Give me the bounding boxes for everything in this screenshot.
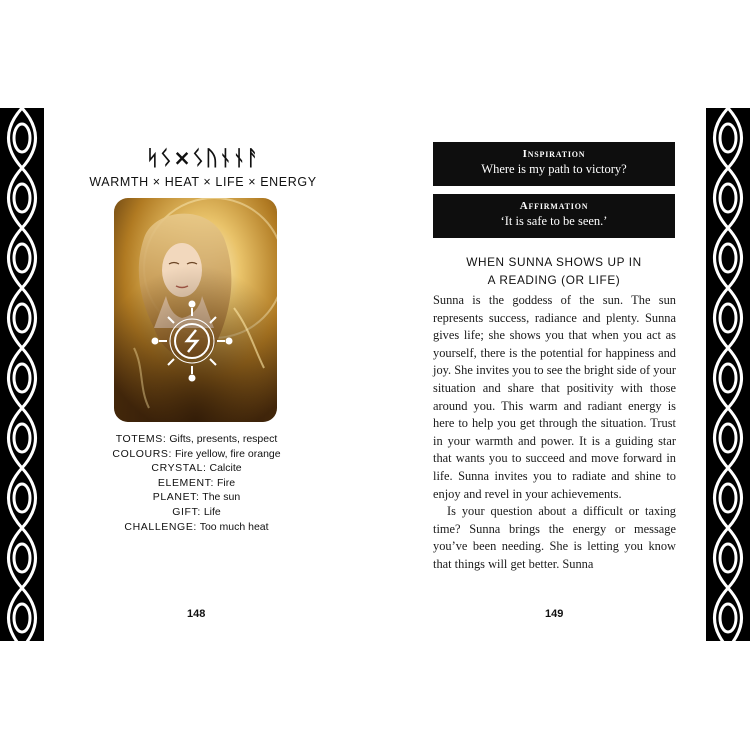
section-heading: WHEN SUNNA SHOWS UP IN A READING (OR LIFE) bbox=[466, 255, 642, 287]
attr-row-crystal: CRYSTAL: Calcite bbox=[151, 462, 242, 475]
body-paragraph-2: Is your question about a difficult or taxing time? Sunna brings the energy or message you’ve been needing. She is letting you know that things will get better. Sunna bbox=[433, 504, 676, 571]
right-page bbox=[388, 108, 706, 641]
attributes-list bbox=[44, 432, 349, 534]
body-paragraph-1: Sunna is the goddess of the sun. The sun represents success, radiance and plenty. Sunna gives life; she shows you that when you act as yourself, there is the potential for happiness and joy. She invites you to see the bright side of your situation and share that positivity with those around you. This warm and radiant energy is here to help you get through the situation. Trust in your warmth and power. It is a guiding star that wants you to succeed and move forward in life. Sunna invites you to radiate and shine to enjoy and revel in your achievements. bbox=[433, 293, 676, 501]
celtic-knot-icon bbox=[706, 108, 750, 641]
page-number-left: 148 bbox=[187, 608, 206, 620]
page-number-right: 149 bbox=[545, 608, 564, 620]
book-spread bbox=[0, 108, 750, 641]
celtic-knot-icon bbox=[0, 108, 44, 641]
sunna-card-illustration bbox=[114, 198, 277, 422]
keywords: WARMTH × HEAT × LIFE × ENERGY bbox=[89, 175, 317, 189]
attr-row-gift: GIFT: Life bbox=[172, 505, 221, 518]
affirmation-heading: Affirmation bbox=[519, 200, 589, 212]
attr-row-colours: COLOURS: Fire yellow, fire orange bbox=[112, 447, 281, 460]
inspiration-text: Where is my path to victory? bbox=[481, 162, 627, 176]
inspiration-heading: Inspiration bbox=[522, 148, 586, 160]
celtic-knot-border-left bbox=[0, 108, 44, 641]
inspiration-box bbox=[433, 142, 675, 186]
attr-row-element: ELEMENT: Fire bbox=[157, 476, 236, 489]
affirmation-box bbox=[433, 194, 675, 238]
body-text bbox=[433, 292, 676, 574]
left-page bbox=[44, 108, 362, 641]
celtic-knot-border-right bbox=[706, 108, 750, 641]
affirmation-text: ‘It is safe to be seen.’ bbox=[500, 214, 608, 228]
attr-row-planet: PLANET: The sun bbox=[152, 491, 241, 504]
rune-title: ᛋᛊ×ᛊᚢᚾᚾᚨ bbox=[146, 146, 260, 170]
attr-row-challenge: CHALLENGE: Too much heat bbox=[124, 520, 269, 533]
attr-row-totems: TOTEMS: Gifts, presents, respect bbox=[115, 433, 278, 445]
